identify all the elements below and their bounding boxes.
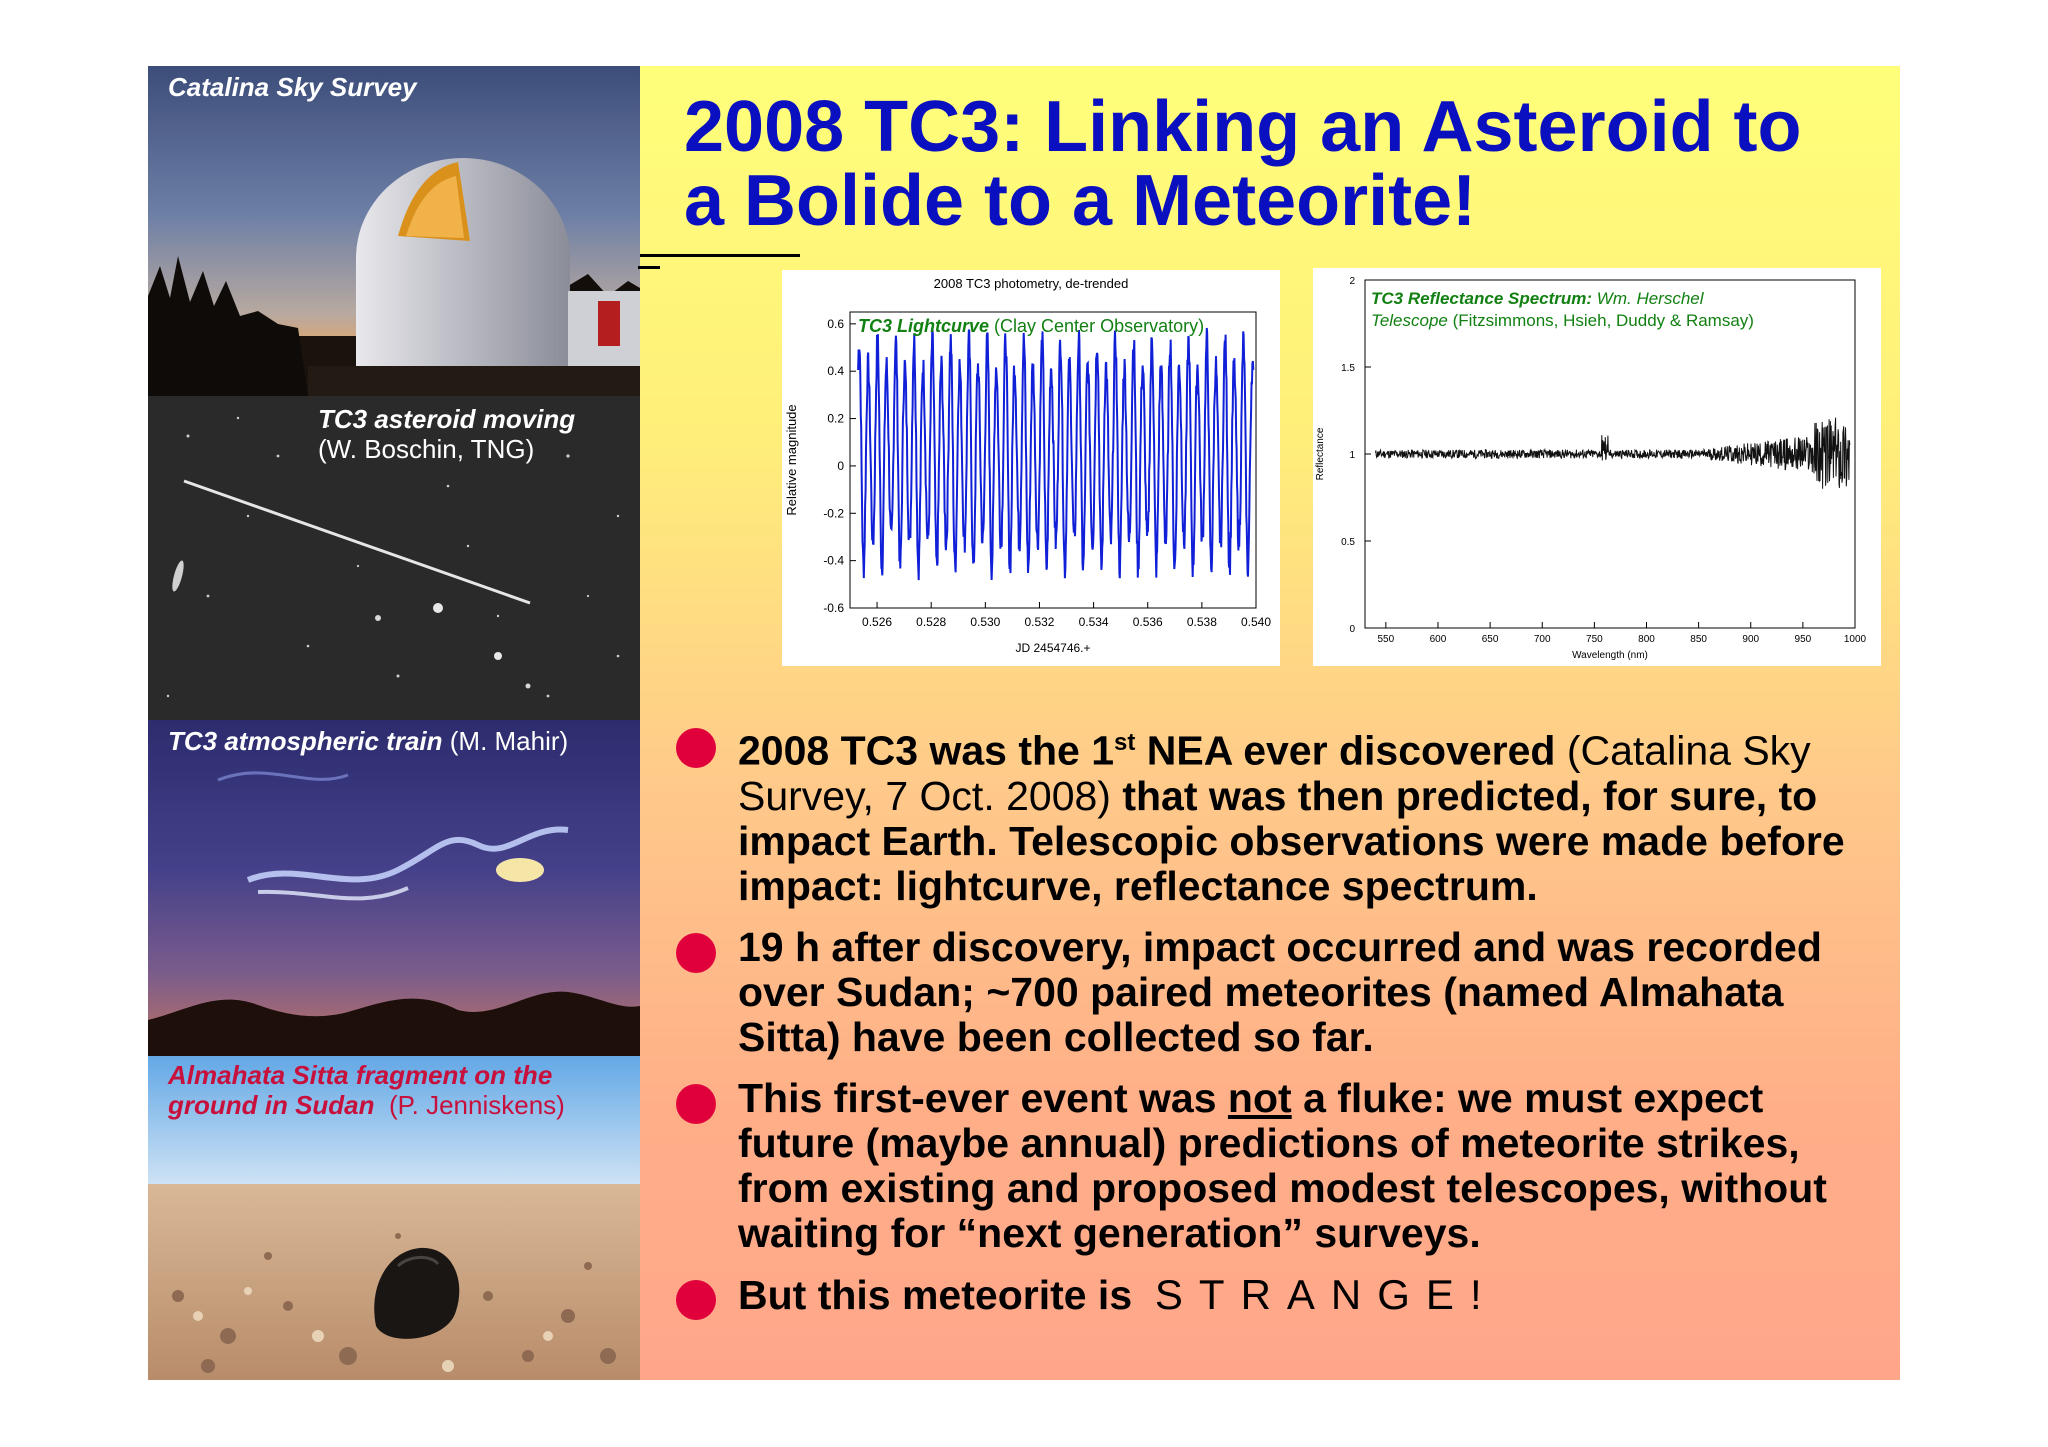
bullet-impact: 19 h after discovery, impact occurred and was recorded over Sudan; ~700 paired meteorites (named Almahata Sitta) have been collected so far. [710,925,1890,1060]
y-tick-label: 0 [837,458,844,473]
spectrum-svg [1313,268,1881,666]
x-tick-label: 950 [1794,634,1812,645]
lightcurve-title: 2008 TC3 photometry, de-trended [933,276,1129,291]
slide [148,66,1900,1380]
y-tick-label: -0.2 [823,506,844,521]
bullet-dot [676,728,716,768]
y-tick-label: 2 [1349,276,1355,287]
x-tick-label: 0.532 [1024,615,1055,629]
y-tick-label: 0.4 [827,364,844,379]
asteroid-caption: TC3 asteroid moving (W. Boschin, TNG) [318,404,576,464]
bullet-discovery: 2008 TC3 was the 1st NEA ever discovered (Catalina Sky Survey, 7 Oct. 2008) that was then predicted, for sure, to impact Earth. Telescopic observations were made before impact: lightcurve, reflectance spectrum. [710,720,1890,909]
spectrum-annotation-line2: Telescope (Fitzsimmons, Hsieh, Duddy & Ramsay) [1371,311,1754,330]
y-tick-label: -0.4 [823,553,844,568]
bullet-strange: But this meteorite is STRANGE! [710,1272,1890,1318]
x-tick-label: 0.540 [1240,615,1272,629]
bullet-dot [676,1280,716,1320]
spectrum-chart [1313,268,1881,666]
atmospheric-train-photo [148,720,640,1056]
x-tick-label: 650 [1481,634,1499,645]
bullet-dot [676,1084,716,1124]
asteroid-photo [148,396,640,720]
x-tick-label: 0.526 [862,615,893,629]
y-tick-label: 0.6 [827,316,844,331]
x-tick-label: 1000 [1843,634,1867,645]
y-tick-label: 1.5 [1341,363,1355,374]
photo-column [148,66,640,1380]
x-tick-label: 0.528 [916,615,947,629]
bullet-list [710,720,1890,1334]
lightcurve-ylabel: Relative magnitude [784,404,799,516]
title-divider-tick [638,266,660,269]
content-panel [640,66,1900,1380]
meteorite-caption: Almahata Sitta fragment on the ground in Sudan (P. Jenniskens) [168,1060,565,1120]
y-tick-label: -0.6 [823,601,844,615]
x-tick-label: 0.536 [1132,615,1163,629]
spectrum-series [1375,418,1849,489]
title-divider [640,254,800,257]
observatory-caption: Catalina Sky Survey [168,72,417,102]
x-tick-label: 900 [1742,634,1760,645]
lightcurve-svg [782,270,1280,666]
lightcurve-series [858,328,1253,581]
spectrum-ylabel: Reflectance [1315,427,1326,481]
slide-title: 2008 TC3: Linking an Asteroid to a Bolide to a Meteorite! [684,87,1802,241]
spectrum-annotation-line1: TC3 Reflectance Spectrum: Wm. Herschel [1371,289,1704,308]
x-tick-label: 0.538 [1186,615,1217,629]
observatory-photo [148,66,640,396]
lightcurve-annotation: TC3 Lightcurve (Clay Center Observatory) [858,316,1205,336]
lightcurve-chart [782,270,1280,666]
x-tick-label: 0.534 [1078,615,1109,629]
x-tick-label: 0.530 [970,615,1001,629]
x-tick-label: 600 [1429,634,1447,645]
bullet-not-fluke: This first-ever event was not a fluke: we must expect future (maybe annual) predictions of meteorite strikes, from existing and proposed modest telescopes, without waiting for “next generation” surveys. [710,1076,1890,1256]
bullet-dot [676,933,716,973]
y-tick-label: 1 [1349,450,1355,461]
x-tick-label: 750 [1586,634,1603,645]
lightcurve-xlabel: JD 2454746.+ [1015,641,1091,655]
y-tick-label: 0.2 [827,411,844,426]
x-tick-label: 850 [1690,634,1707,645]
x-tick-label: 800 [1638,634,1655,645]
y-tick-label: 0.5 [1341,537,1355,548]
spectrum-xlabel: Wavelength (nm) [1572,650,1648,661]
y-tick-label: 0 [1349,624,1355,635]
train-caption: TC3 atmospheric train (M. Mahir) [168,726,569,756]
meteorite-photo [148,1056,640,1380]
x-tick-label: 700 [1533,634,1551,645]
x-tick-label: 550 [1377,634,1395,645]
